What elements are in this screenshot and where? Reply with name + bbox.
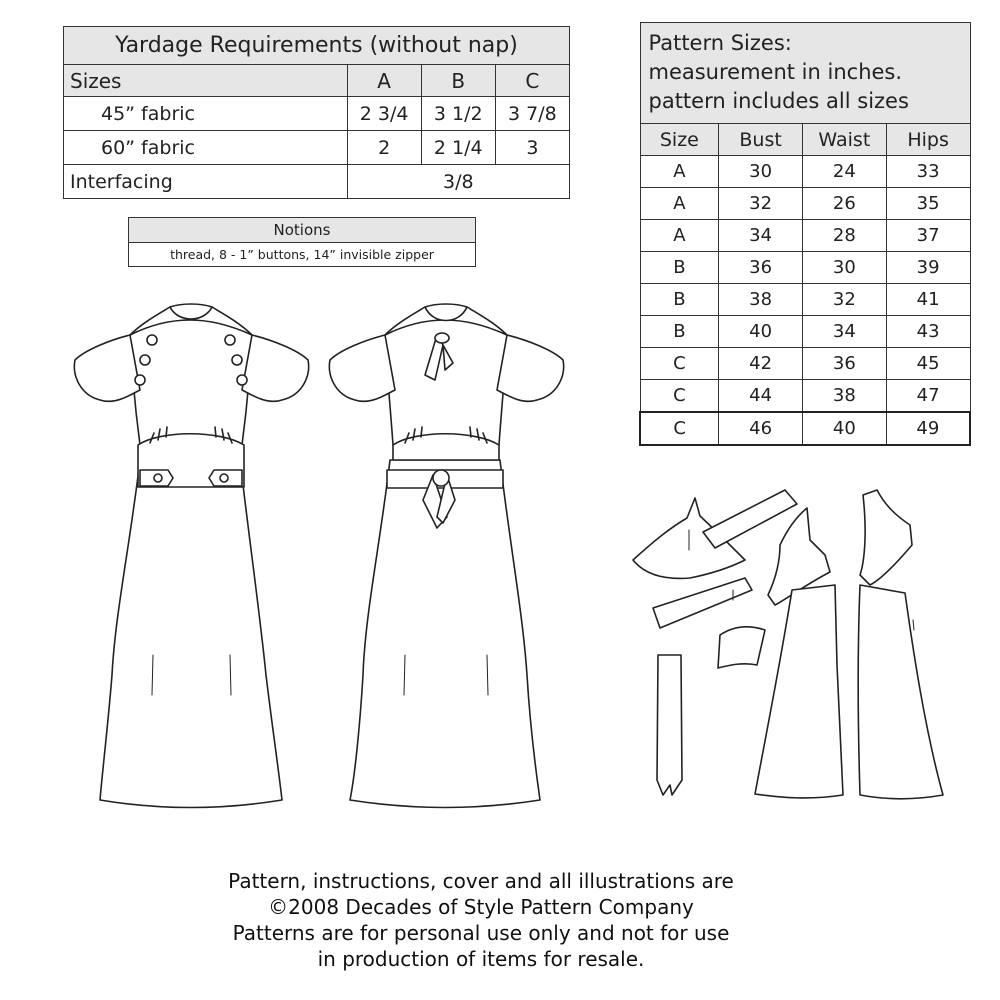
- bust-cell: 44: [719, 380, 803, 413]
- footer-line: ©2008 Decades of Style Pattern Company: [268, 895, 694, 919]
- yardage-cell: 2 3/4: [347, 97, 421, 131]
- footer-line: Patterns are for personal use only and not for use: [232, 921, 730, 945]
- waist-cell: 24: [802, 156, 886, 188]
- waist-cell: 36: [802, 348, 886, 380]
- size-cell: B: [640, 284, 719, 316]
- dress-front-buttons-illustration: [60, 295, 330, 815]
- sizes-header-row: [640, 124, 970, 156]
- yardage-row-interfacing: [64, 165, 570, 199]
- size-cell: A: [640, 220, 719, 252]
- sizes-row: [640, 252, 970, 284]
- yardage-header-row: [64, 65, 570, 97]
- interfacing-value: 3/8: [347, 165, 569, 199]
- notions-title: Notions: [129, 218, 476, 243]
- yardage-row-60: [64, 131, 570, 165]
- size-cell: C: [640, 348, 719, 380]
- pattern-pieces-illustration: [625, 490, 955, 810]
- yardage-cell: 3: [495, 131, 569, 165]
- size-cell: B: [640, 316, 719, 348]
- yardage-sizes-label: Sizes: [64, 65, 348, 97]
- yardage-table: [63, 26, 570, 199]
- sizes-row: [640, 380, 970, 413]
- sizes-row: [640, 188, 970, 220]
- hips-cell: 37: [886, 220, 970, 252]
- notions-text: thread, 8 - 1” buttons, 14” invisible zipper: [129, 243, 476, 267]
- dress-tie-neck-illustration: [315, 295, 585, 815]
- interfacing-label: Interfacing: [64, 165, 348, 199]
- waist-cell: 32: [802, 284, 886, 316]
- yardage-col-b: B: [421, 65, 495, 97]
- size-header: Size: [640, 124, 719, 156]
- sizes-row: [640, 156, 970, 188]
- waist-cell: 30: [802, 252, 886, 284]
- hips-header: Hips: [886, 124, 970, 156]
- bust-cell: 38: [719, 284, 803, 316]
- pattern-sizes-table: [639, 22, 971, 446]
- caption-line: measurement in inches.: [648, 60, 903, 84]
- yardage-row-label: 60” fabric: [64, 131, 348, 165]
- notions-table: [128, 217, 476, 267]
- yardage-row-45: [64, 97, 570, 131]
- caption-line: pattern includes all sizes: [648, 89, 909, 113]
- waist-header: Waist: [802, 124, 886, 156]
- hips-cell: 43: [886, 316, 970, 348]
- hips-cell: 35: [886, 188, 970, 220]
- bust-cell: 30: [719, 156, 803, 188]
- sizes-row: [640, 348, 970, 380]
- bust-cell: 40: [719, 316, 803, 348]
- size-cell: C: [640, 380, 719, 413]
- sizes-row: [640, 412, 970, 445]
- waist-cell: 38: [802, 380, 886, 413]
- footer-line: in production of items for resale.: [317, 947, 645, 971]
- waist-cell: 34: [802, 316, 886, 348]
- bust-cell: 42: [719, 348, 803, 380]
- yardage-cell: 3 1/2: [421, 97, 495, 131]
- hips-cell: 33: [886, 156, 970, 188]
- yardage-cell: 2 1/4: [421, 131, 495, 165]
- waist-cell: 26: [802, 188, 886, 220]
- copyright-footer: [180, 868, 782, 972]
- footer-line: Pattern, instructions, cover and all illustrations are: [228, 869, 734, 893]
- bust-header: Bust: [719, 124, 803, 156]
- sizes-row: [640, 220, 970, 252]
- hips-cell: 49: [886, 412, 970, 445]
- hips-cell: 45: [886, 348, 970, 380]
- sizes-row: [640, 316, 970, 348]
- bust-cell: 46: [719, 412, 803, 445]
- bust-cell: 32: [719, 188, 803, 220]
- hips-cell: 41: [886, 284, 970, 316]
- bust-cell: 36: [719, 252, 803, 284]
- yardage-col-a: A: [347, 65, 421, 97]
- pattern-sizes-caption: [640, 23, 970, 124]
- size-cell: A: [640, 156, 719, 188]
- size-cell: B: [640, 252, 719, 284]
- size-cell: C: [640, 412, 719, 445]
- yardage-cell: 3 7/8: [495, 97, 569, 131]
- sizes-row: [640, 284, 970, 316]
- yardage-cell: 2: [347, 131, 421, 165]
- hips-cell: 39: [886, 252, 970, 284]
- bust-cell: 34: [719, 220, 803, 252]
- caption-line: Pattern Sizes:: [648, 31, 792, 55]
- yardage-title: Yardage Requirements (without nap): [64, 27, 570, 65]
- yardage-col-c: C: [495, 65, 569, 97]
- waist-cell: 28: [802, 220, 886, 252]
- hips-cell: 47: [886, 380, 970, 413]
- waist-cell: 40: [802, 412, 886, 445]
- size-cell: A: [640, 188, 719, 220]
- yardage-row-label: 45” fabric: [64, 97, 348, 131]
